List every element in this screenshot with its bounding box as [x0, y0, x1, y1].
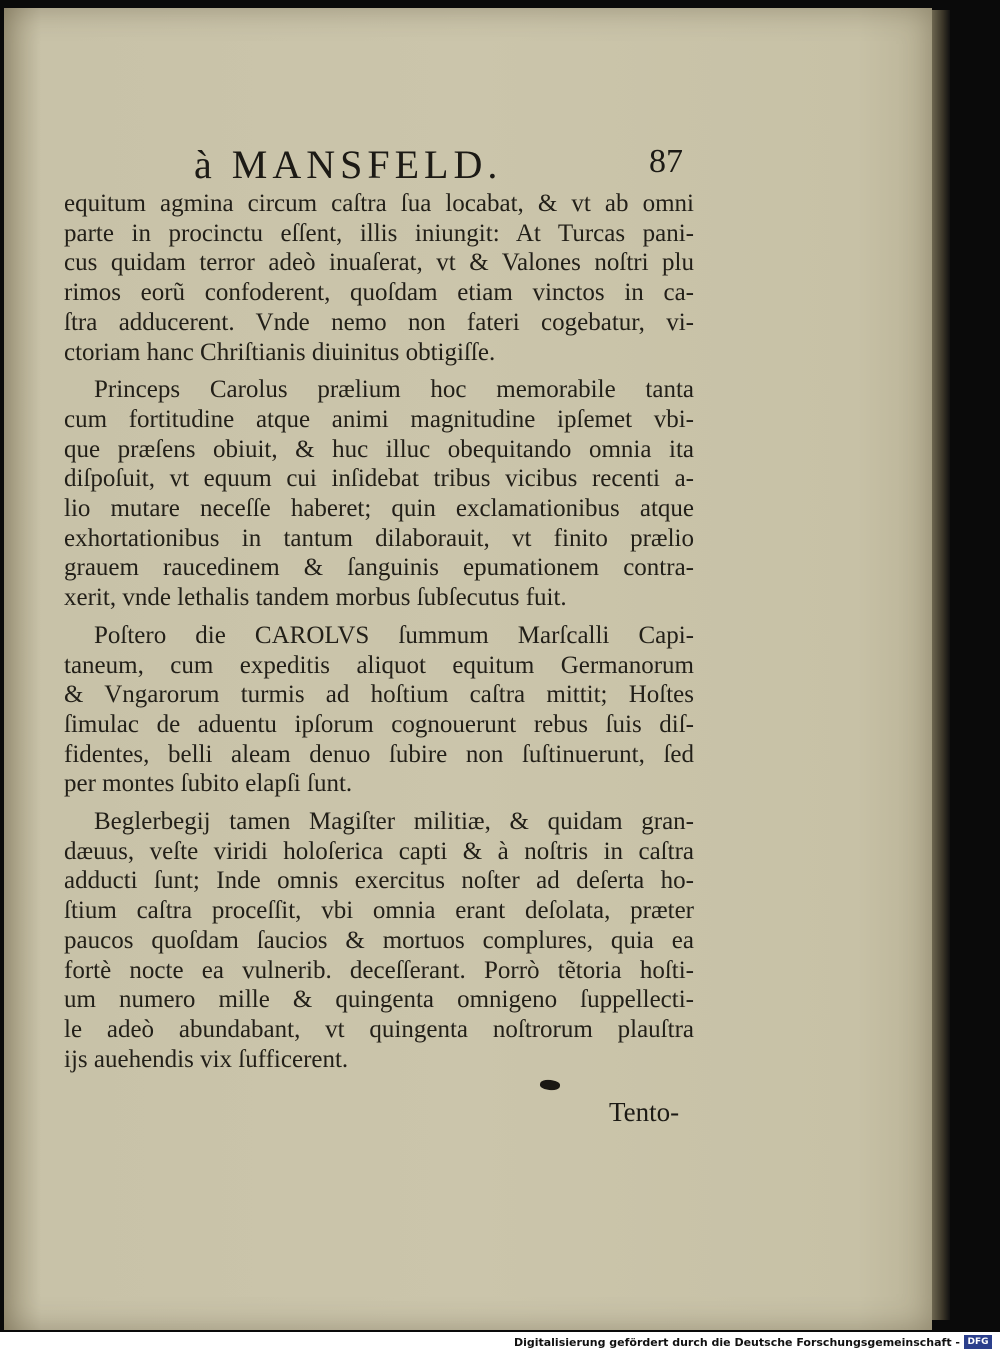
digitization-credit: Digitalisierung gefördert durch die Deutsche Forschungsgemeinschaft -	[513, 1336, 960, 1349]
text-line: & Vngarorum turmis ad hoſtium caſtra mittit; Hoſtes	[64, 681, 694, 709]
body-text	[64, 189, 694, 1082]
text-line: adducti ſunt; Inde omnis exercitus noſter ad deſerta ho-	[64, 867, 694, 895]
paragraph	[64, 189, 694, 367]
text-line: equitum agmina circum caſtra ſua locabat, & vt ab omni	[64, 190, 694, 217]
dfg-logo: DFG	[964, 1335, 992, 1349]
text-line: ctoriam hanc Chriſtianis diuinitus obtigiſſe.	[64, 338, 496, 366]
book-page	[4, 8, 932, 1330]
text-line: lio mutare neceſſe haberet; quin exclamationibus atque	[64, 495, 694, 523]
text-line: le adeò abundabant, vt quingenta noſtrorum plauſtra	[64, 1015, 694, 1043]
text-line: paucos quoſdam ſaucios & mortuos complures, quia ea	[64, 926, 694, 954]
page-number: 87	[649, 143, 683, 180]
text-line: ſimulac de aduentu ipſorum cognouerunt rebus ſuis diſ-	[64, 710, 694, 738]
text-line: que præſens obiuit, & huc illuc obequitando omnia ita	[64, 435, 694, 463]
text-line: Beglerbegij tamen Magiſter militiæ, & quidam gran-	[94, 808, 694, 836]
text-line: fidentes, belli aleam denuo ſubire non ſuſtinuerunt, ſed	[64, 740, 694, 768]
running-head: à MANSFELD.	[194, 142, 503, 187]
page-edge-shadow	[932, 10, 950, 1320]
text-line: dæuus, veſte viridi holoſerica capti & à noſtris in caſtra	[64, 837, 694, 865]
text-line: fortè nocte ea vulnerib. deceſſerant. Porrò tẽtoria hoſti-	[64, 956, 694, 984]
text-line: Princeps Carolus prælium hoc memorabile tanta	[94, 376, 694, 404]
text-line: per montes ſubito elapſi ſunt.	[64, 770, 353, 798]
text-line: xerit, vnde lethalis tandem morbus ſubſecutus fuit.	[64, 584, 567, 612]
text-line: grauem raucedinem & ſanguinis epumationem contra-	[64, 554, 694, 582]
text-line: ſtium caſtra proceſſit, vbi omnia erant deſolata, præter	[64, 897, 694, 925]
paragraph	[64, 807, 694, 1074]
text-line: rimos eorũ confoderent, quoſdam etiam vinctos in ca-	[64, 279, 694, 307]
text-line: diſpoſuit, vt equum cui inſidebat tribus vicibus recenti a-	[64, 465, 694, 493]
paragraph	[64, 375, 694, 613]
text-line: ijs auehendis vix ſufficerent.	[64, 1045, 349, 1073]
paragraph	[64, 621, 694, 799]
text-line: um numero mille & quingenta omnigeno ſuppellecti-	[64, 986, 694, 1014]
text-line: ſtra adducerent. Vnde nemo non fateri cogebatur, vi-	[64, 308, 694, 336]
text-line: parte in procinctu eſſent, illis iniungit: At Turcas pani-	[64, 219, 694, 247]
text-line: cum fortitudine atque animi magnitudine ipſemet vbi-	[64, 405, 694, 433]
text-line: cus quidam terror adeò inuaſerat, vt & Valones noſtri plu	[64, 249, 694, 277]
text-line: Poſtero die CAROLVS ſummum Marſcalli Capi-	[94, 621, 694, 649]
page-header	[4, 141, 932, 191]
text-line: exhortationibus in tantum dilaborauit, vt finito prælio	[64, 524, 694, 552]
catchword: Tento-	[609, 1097, 680, 1127]
text-line: taneum, cum expeditis aliquot equitum Germanorum	[64, 651, 694, 679]
